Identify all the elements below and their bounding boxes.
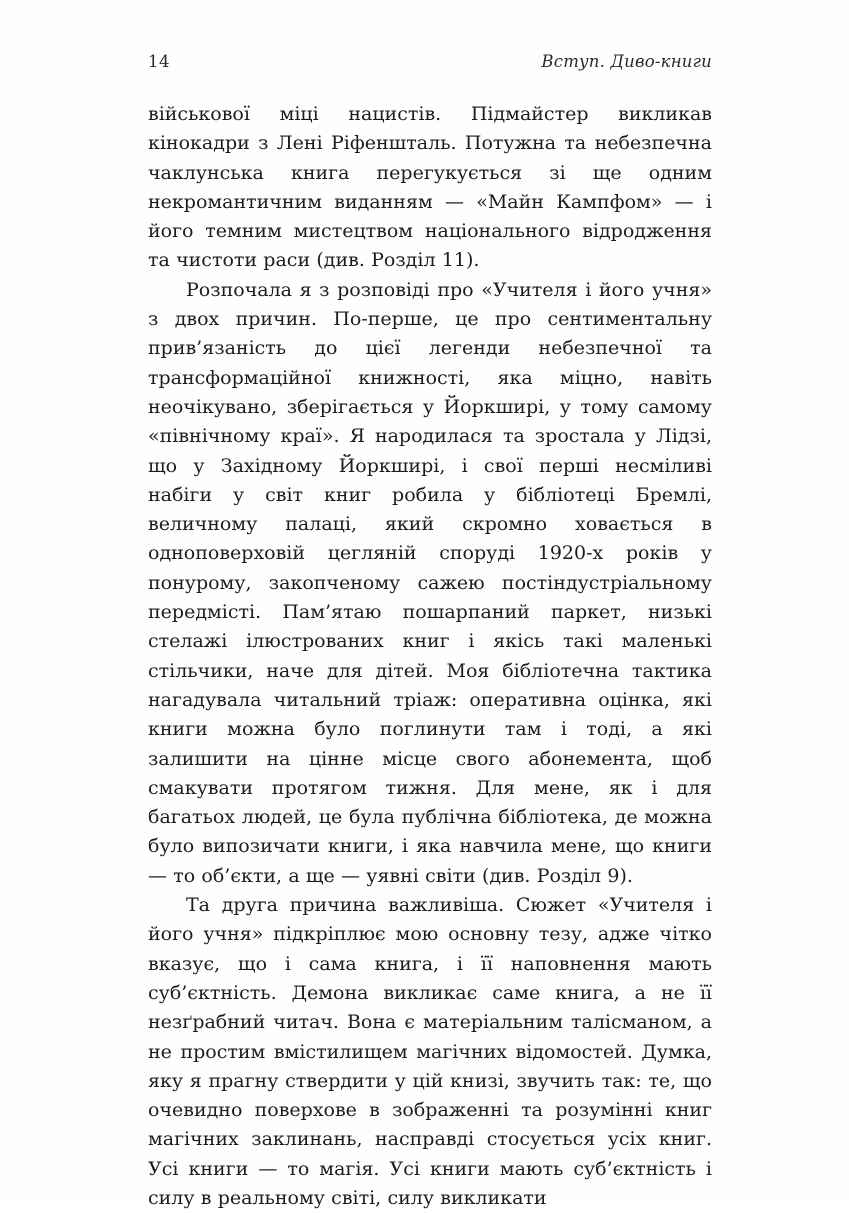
page-number: 14	[148, 52, 170, 71]
paragraph-first-reason: Розпочала я з розповіді про «Учителя і його учня» з двох причин. По-перше, це про сентиментальну прив’язаність до цієї легенди небезпечної та трансформаційної книжності, яка міцно, навіть неочікувано, зберігається у Йоркширі, у тому самому «північному краї». Я народилася та зростала у Лідзі, що у Західному Йоркширі, і свої перші несміливі набіги у світ книг робила у бібліотеці Бремлі, величному палаці, який скромно ховається в одноповерховій цегляній споруді 1920-х років у понурому, закопченому сажею постіндустріальному передмісті. Пам’ятаю пошарпаний паркет, низькі стелажі ілюстрованих книг і якісь такі маленькі стільчики, наче для дітей. Моя бібліотечна тактика нагадувала читальний тріаж: оперативна оцінка, які книги можна було поглинути там і тоді, а які залишити на цінне місце свого абонемента, щоб смакувати протягом тижня. Для мене, як і для багатьох людей, це була публічна бібліотека, де можна було випозичати книги, і яка навчила мене, що книги — то об’єкти, а ще — уявні світи (див. Розділ 9).	[148, 278, 712, 887]
running-title: Вступ. Диво-книги	[541, 52, 712, 71]
paragraph-second-reason: Та друга причина важливіша. Сюжет «Учителя і його учня» підкріплює мою основну тезу, адже чітко вказує, що і сама книга, і її наповнення мають суб’єктність. Демона викликає саме книга, а не її незґрабний читач. Вона є матеріальним талісманом, а не простим вмістилищем магічних відомостей. Думка, яку я прагну ствердити у цій книзі, звучить так: те, що очевидно поверхове в зображенні та розумінні книг магічних заклинань, насправді стосується усіх книг. Усі книги — то магія. Усі книги мають суб’єктність і силу в реальному світі, силу викликати	[148, 894, 712, 1209]
paragraph-continuation: військової міці нацистів. Підмайстер викликав кінокадри з Лені Ріфеншталь. Потужна та небезпечна чаклунська книга перегукується зі ще одним некромантичним виданням — «Майн Кампфом» — і його темним мистецтвом національного відродження та чистоти раси (див. Розділ 11).	[148, 103, 712, 272]
page-header	[148, 52, 712, 71]
body-text	[148, 100, 712, 1213]
